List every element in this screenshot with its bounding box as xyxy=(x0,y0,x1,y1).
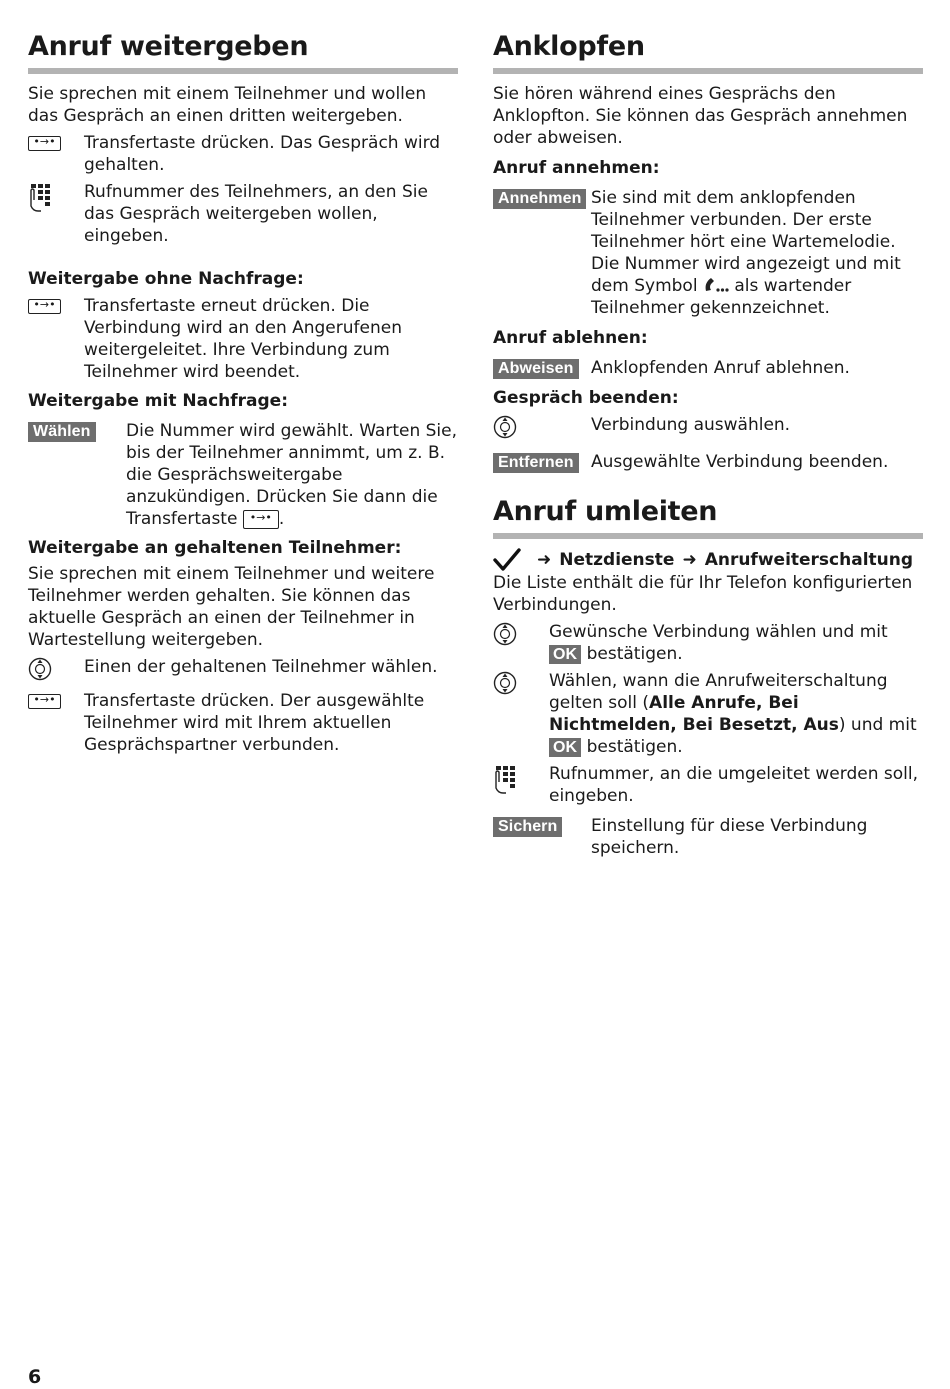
title-rule xyxy=(493,68,923,74)
step-select-held xyxy=(28,656,458,685)
step-text: Sie sind mit dem anklopfenden Teilnehmer verbunden. Der erste Teilnehmer hört eine Wartemelodie. Die Nummer wird angezeigt und mit dem Symbol xyxy=(591,188,901,296)
annehmen-softkey[interactable]: Annehmen xyxy=(493,189,586,209)
step-text: Transfertaste drücken. Das Gespräch wird gehalten. xyxy=(84,133,441,175)
transfer-key-icon: •→• xyxy=(28,299,61,314)
step-text: Transfertaste drücken. Der ausgewählte Teilnehmer wird mit Ihrem aktuellen Gesprächspartner verbunden. xyxy=(84,691,425,755)
transfer-key-icon: •→• xyxy=(28,136,61,151)
subheading-mit-nachfrage: Weitergabe mit Nachfrage: xyxy=(28,391,289,411)
control-key-icon xyxy=(493,622,517,646)
step-transfer xyxy=(28,132,458,176)
control-key-icon xyxy=(493,671,517,695)
intro-text: Die Liste enthält die für Ihr Telefon konfigurierten Verbindungen. xyxy=(493,573,913,615)
intro-text: Sie sprechen mit einem Teilnehmer und wollen das Gespräch an einen dritten weitergeben. xyxy=(28,84,427,126)
step-text: Gewünsche Verbindung wählen und mit xyxy=(549,622,888,642)
step-sichern xyxy=(493,815,923,859)
menu-item-netzdienste: Netzdienste xyxy=(559,550,675,570)
subheading-ablehnen: Anruf ablehnen: xyxy=(493,328,648,348)
ok-softkey[interactable]: OK xyxy=(549,738,581,757)
gehalten-text: Sie sprechen mit einem Teilnehmer und weitere Teilnehmer werden gehalten. Sie können das aktuelle Gespräch an einen der Teilnehmer in Wartestellung weitergeben. xyxy=(28,564,435,650)
left-column xyxy=(28,30,458,756)
transfer-key-icon: •→• xyxy=(243,510,279,529)
keypad-icon xyxy=(28,182,54,212)
step-text: Ausgewählte Verbindung beenden. xyxy=(591,452,889,472)
waiting-call-icon xyxy=(703,275,729,293)
step-text: Transfertaste erneut drücken. Die Verbindung wird an den Angerufenen weitergeleitet. Ihre Verbindung zum Teilnehmer wird beendet. xyxy=(84,296,402,382)
arrow-right-icon: ➜ xyxy=(537,550,552,570)
title-rule xyxy=(28,68,458,74)
menu-item-anrufweiterschaltung: Anrufweiterschaltung xyxy=(704,550,914,570)
right-column xyxy=(493,30,923,859)
step-keypad xyxy=(28,181,458,247)
step-text: Rufnummer, an die umgeleitet werden soll, eingeben. xyxy=(549,764,918,806)
subheading-annehmen: Anruf annehmen: xyxy=(493,158,660,178)
control-key-icon xyxy=(493,415,517,439)
step-select-when xyxy=(493,670,923,758)
abweisen-softkey[interactable]: Abweisen xyxy=(493,359,579,379)
transfer-key-icon: •→• xyxy=(28,694,61,709)
step-select-verbindung xyxy=(493,621,923,665)
ok-softkey[interactable]: OK xyxy=(549,645,581,664)
intro-text: Sie hören während eines Gesprächs den Anklopfton. Sie können das Gespräch annehmen oder abweisen. xyxy=(493,84,908,148)
entfernen-softkey[interactable]: Entfernen xyxy=(493,453,579,473)
step-text: Wählen, wann die Anrufweiterschaltung gelten soll ( xyxy=(549,671,888,713)
step-text: Verbindung auswählen. xyxy=(591,415,791,435)
step-transfer-held xyxy=(28,690,458,756)
menu-path xyxy=(493,548,923,572)
step-select-connection xyxy=(493,414,923,443)
step-text: bestätigen. xyxy=(586,737,683,757)
step-text: Die Nummer wird gewählt. Warten Sie, bis der Teilnehmer annimmt, um z. B. die Gesprächsweitergabe anzukündigen. Drücken Sie dann die Transfertaste xyxy=(126,421,458,529)
section-title-anruf-weitergeben: Anruf weitergeben xyxy=(28,31,309,62)
step-text: Rufnummer des Teilnehmers, an den Sie das Gespräch weitergeben wollen, eingeben. xyxy=(84,182,428,246)
subheading-beenden: Gespräch beenden: xyxy=(493,388,679,408)
section-title-anklopfen: Anklopfen xyxy=(493,31,645,62)
section-title-anruf-umleiten: Anruf umleiten xyxy=(493,496,718,527)
step-transfer-again xyxy=(28,295,458,383)
step-waehlen: Wählen Die Nummer wird gewählt. Warten Sie, bis der Teilnehmer annimmt, um z. B. die Gesprächsweitergabe anzukündigen. Drücken Sie dann die Transfertaste •→• . xyxy=(28,420,458,530)
step-text: ) und mit xyxy=(838,715,917,735)
title-rule xyxy=(493,533,923,539)
step-keypad xyxy=(493,763,923,807)
step-text: Einen der gehaltenen Teilnehmer wählen. xyxy=(84,657,438,677)
page-number: 6 xyxy=(28,1366,42,1388)
step-text: Einstellung für diese Verbindung speichern. xyxy=(591,816,868,858)
step-abweisen xyxy=(493,357,923,379)
subheading-ohne-nachfrage: Weitergabe ohne Nachfrage: xyxy=(28,269,304,289)
step-text: Anklopfenden Anruf ablehnen. xyxy=(591,358,850,378)
sichern-softkey[interactable]: Sichern xyxy=(493,817,562,837)
control-key-icon xyxy=(28,657,52,681)
subheading-gehaltenen: Weitergabe an gehaltenen Teilnehmer: xyxy=(28,538,402,558)
step-entfernen xyxy=(493,451,923,473)
menu-check-icon xyxy=(493,548,521,572)
step-text: bestätigen. xyxy=(586,644,683,664)
options-list: Alle Anrufe, Bei Nichtmelden, Bei Besetzt, Aus xyxy=(549,693,839,735)
waehlen-softkey[interactable]: Wählen xyxy=(28,422,96,442)
keypad-icon xyxy=(493,764,519,794)
step-annehmen xyxy=(493,187,923,319)
step-text: als wartender Teilnehmer gekennzeichnet. xyxy=(591,276,852,318)
arrow-right-icon: ➜ xyxy=(682,550,697,570)
